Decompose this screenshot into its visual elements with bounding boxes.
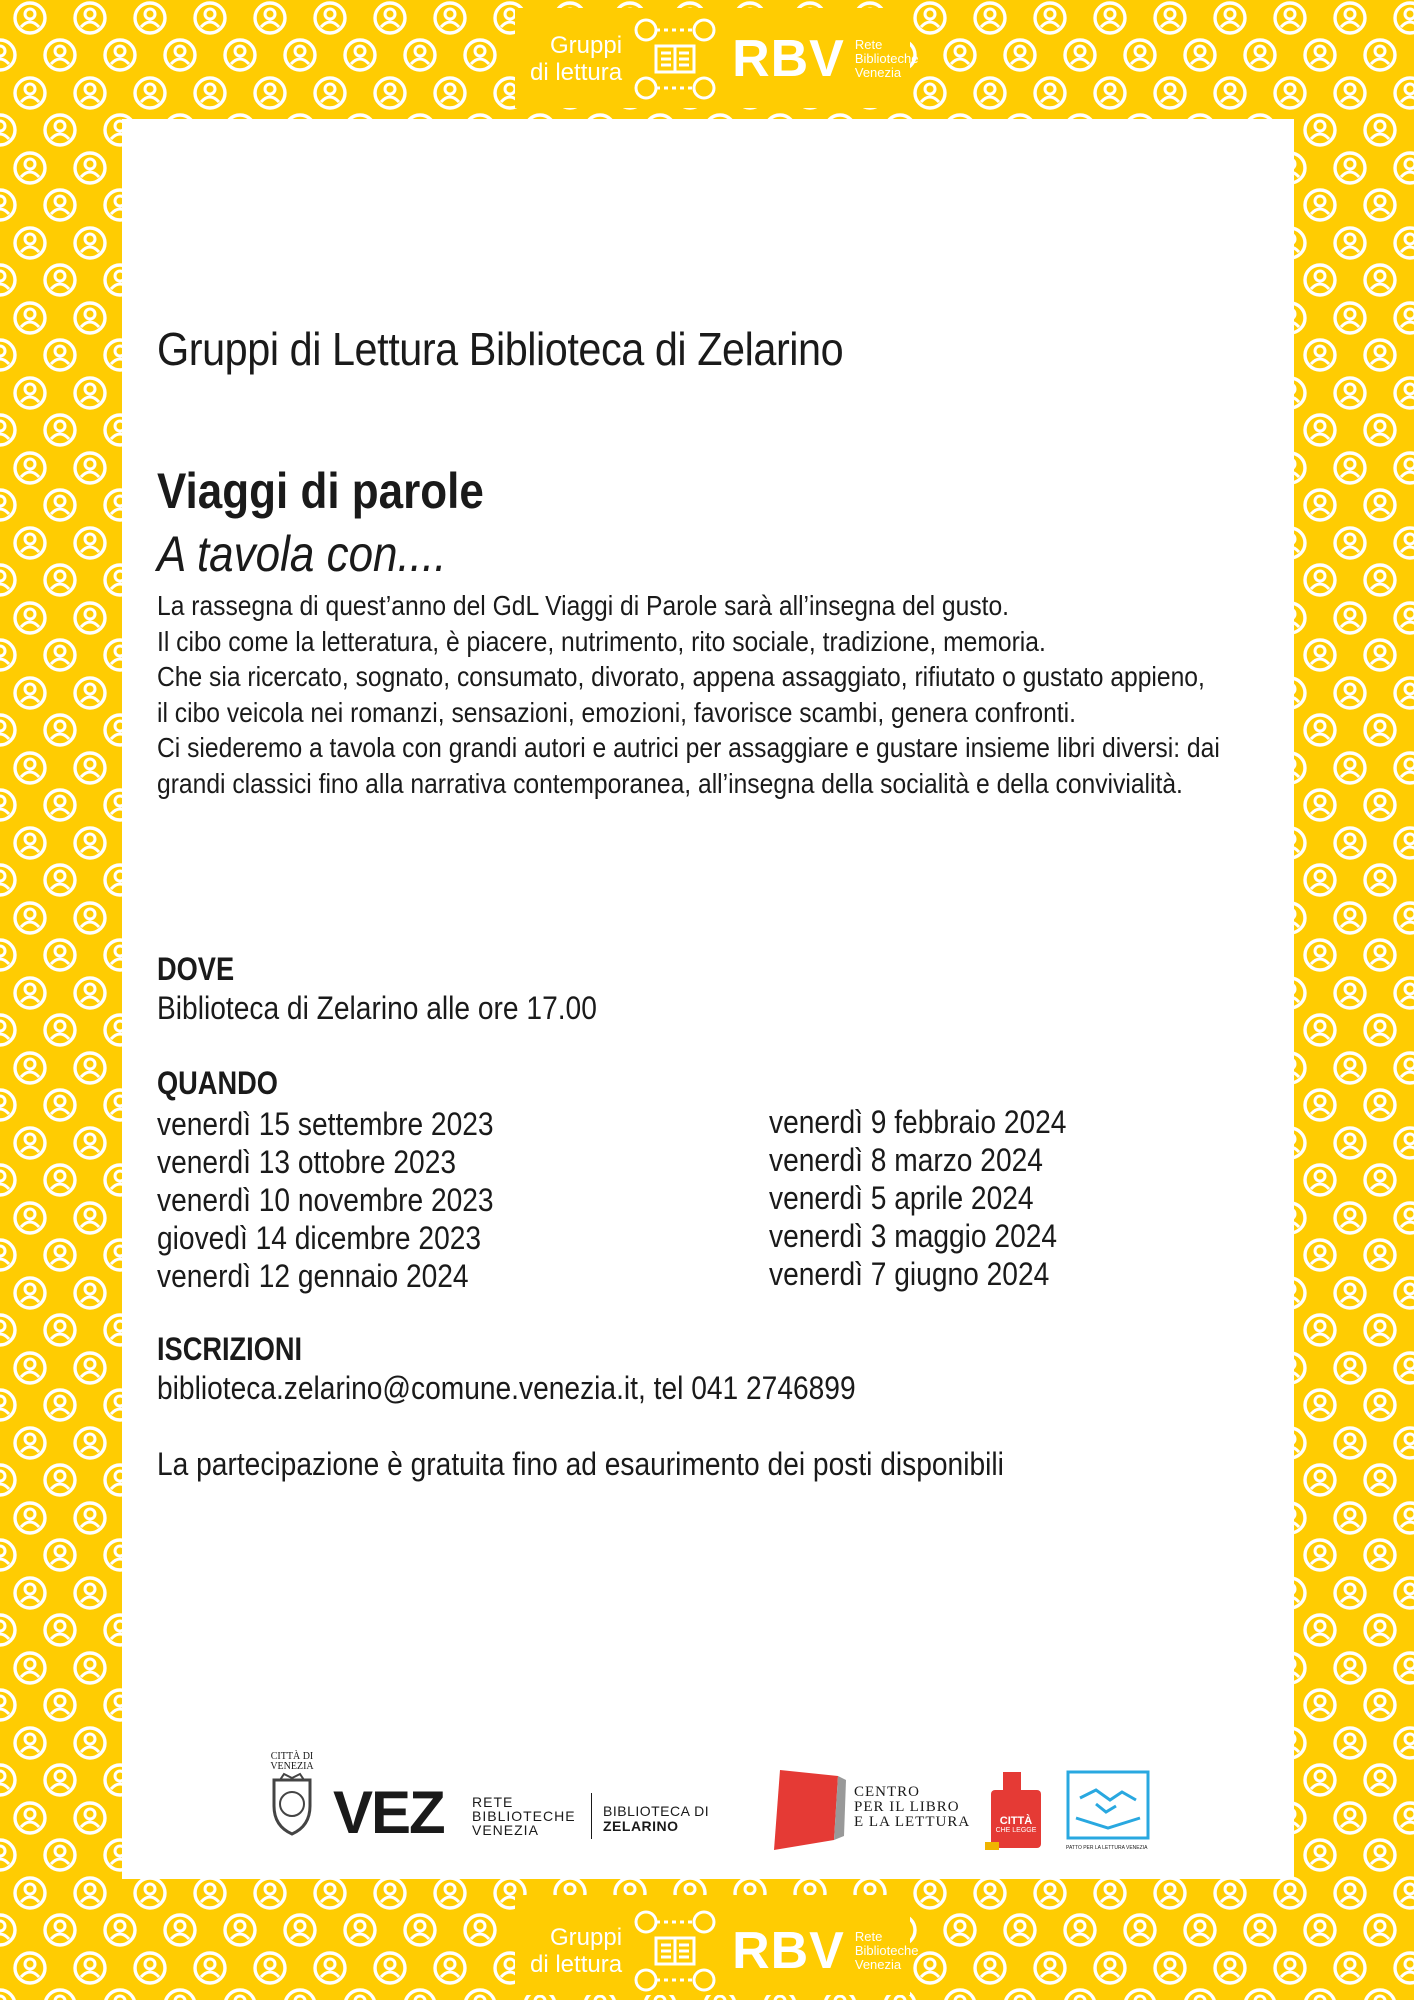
citta-di-venezia-logo: CITTÀ DI VENEZIA <box>262 1752 322 1843</box>
citta-che-legge-logo: CITTÀ CHE LEGGE <box>985 1772 1055 1850</box>
date-item: giovedì 14 dicembre 2023 <box>157 1220 482 1256</box>
footer-badge <box>530 1908 918 1994</box>
date-item: venerdì 7 giugno 2024 <box>769 1256 1050 1292</box>
iscrizioni-contact: biblioteca.zelarino@comune.venezia.it, tel 041 2746899 <box>157 1370 856 1406</box>
centro-libro-logo-icon <box>774 1770 846 1850</box>
iscrizioni-label: ISCRIZIONI <box>157 1331 303 1367</box>
quando-label: QUANDO <box>157 1065 278 1101</box>
dove-label: DOVE <box>157 951 235 987</box>
description-paragraph: Il cibo come la letteratura, è piacere, nutrimento, rito sociale, tradizione, memoria. <box>157 625 1046 657</box>
handshake-book-icon <box>1066 1770 1150 1840</box>
rbv-subtitle: Rete Biblioteche Venezia <box>854 1929 919 1972</box>
date-item: venerdì 15 settembre 2023 <box>157 1106 494 1142</box>
participation-note: La partecipazione è gratuita fino ad esaurimento dei posti disponibili <box>157 1446 1004 1482</box>
series-title: Gruppi di Lettura Biblioteca di Zelarino <box>157 323 844 375</box>
page-subtitle: A tavola con.... <box>157 526 447 582</box>
page-title: Viaggi di parole <box>157 463 484 519</box>
date-item: venerdì 5 aprile 2024 <box>769 1180 1034 1216</box>
biblioteca-zelarino-label: BIBLIOTECA DI ZELARINO <box>603 1803 710 1834</box>
description <box>157 588 1222 801</box>
rbv-logo: RBV <box>732 30 845 88</box>
rbv-subtitle: Rete Biblioteche Venezia <box>854 37 919 80</box>
gruppi-di-lettura-label: Gruppi di lettura <box>530 32 623 86</box>
date-item: venerdì 12 gennaio 2024 <box>157 1258 469 1294</box>
dates-column-1 <box>157 1105 494 1295</box>
header-badge <box>530 16 918 102</box>
date-item: venerdì 13 ottobre 2023 <box>157 1144 457 1180</box>
patto-lettura-logo: PATTO PER LA LETTURA VENEZIA <box>1066 1770 1150 1850</box>
reading-group-icon <box>632 16 718 102</box>
venice-crest-icon <box>264 1772 320 1838</box>
description-paragraph: Ci siederemo a tavola con grandi autori e autrici per assaggiare e gustare insieme libri diversi: dai grandi classici fino alla narrativa contemporanea, all’insegna della socialità e della convivialità. <box>157 732 1220 799</box>
date-item: venerdì 3 maggio 2024 <box>769 1218 1058 1254</box>
rete-biblioteche-label: RETE BIBLIOTECHE VENEZIA <box>472 1794 576 1838</box>
vez-logo: VEZ <box>333 1779 444 1846</box>
dove-text: Biblioteca di Zelarino alle ore 17.00 <box>157 990 597 1026</box>
date-item: venerdì 10 novembre 2023 <box>157 1182 494 1218</box>
description-paragraph: La rassegna di quest’anno del GdL Viaggi di Parole sarà all’insegna del gusto. <box>157 590 1010 621</box>
date-item: venerdì 8 marzo 2024 <box>769 1142 1043 1178</box>
description-paragraph: Che sia ricercato, sognato, consumato, divorato, appena assaggiato, rifiutato o gustato appieno, il cibo veicola nei romanzi, sensazioni, emozioni, favorisce scambi, genera confronti. <box>157 661 1205 728</box>
date-item: venerdì 9 febbraio 2024 <box>769 1104 1067 1140</box>
centro-libro-label: CENTRO PER IL LIBRO E LA LETTURA <box>854 1784 971 1830</box>
rbv-logo: RBV <box>732 1922 845 1980</box>
reading-group-icon <box>632 1908 718 1994</box>
gruppi-di-lettura-label: Gruppi di lettura <box>530 1924 623 1978</box>
divider <box>591 1793 592 1839</box>
dates-column-2 <box>769 1103 1066 1293</box>
